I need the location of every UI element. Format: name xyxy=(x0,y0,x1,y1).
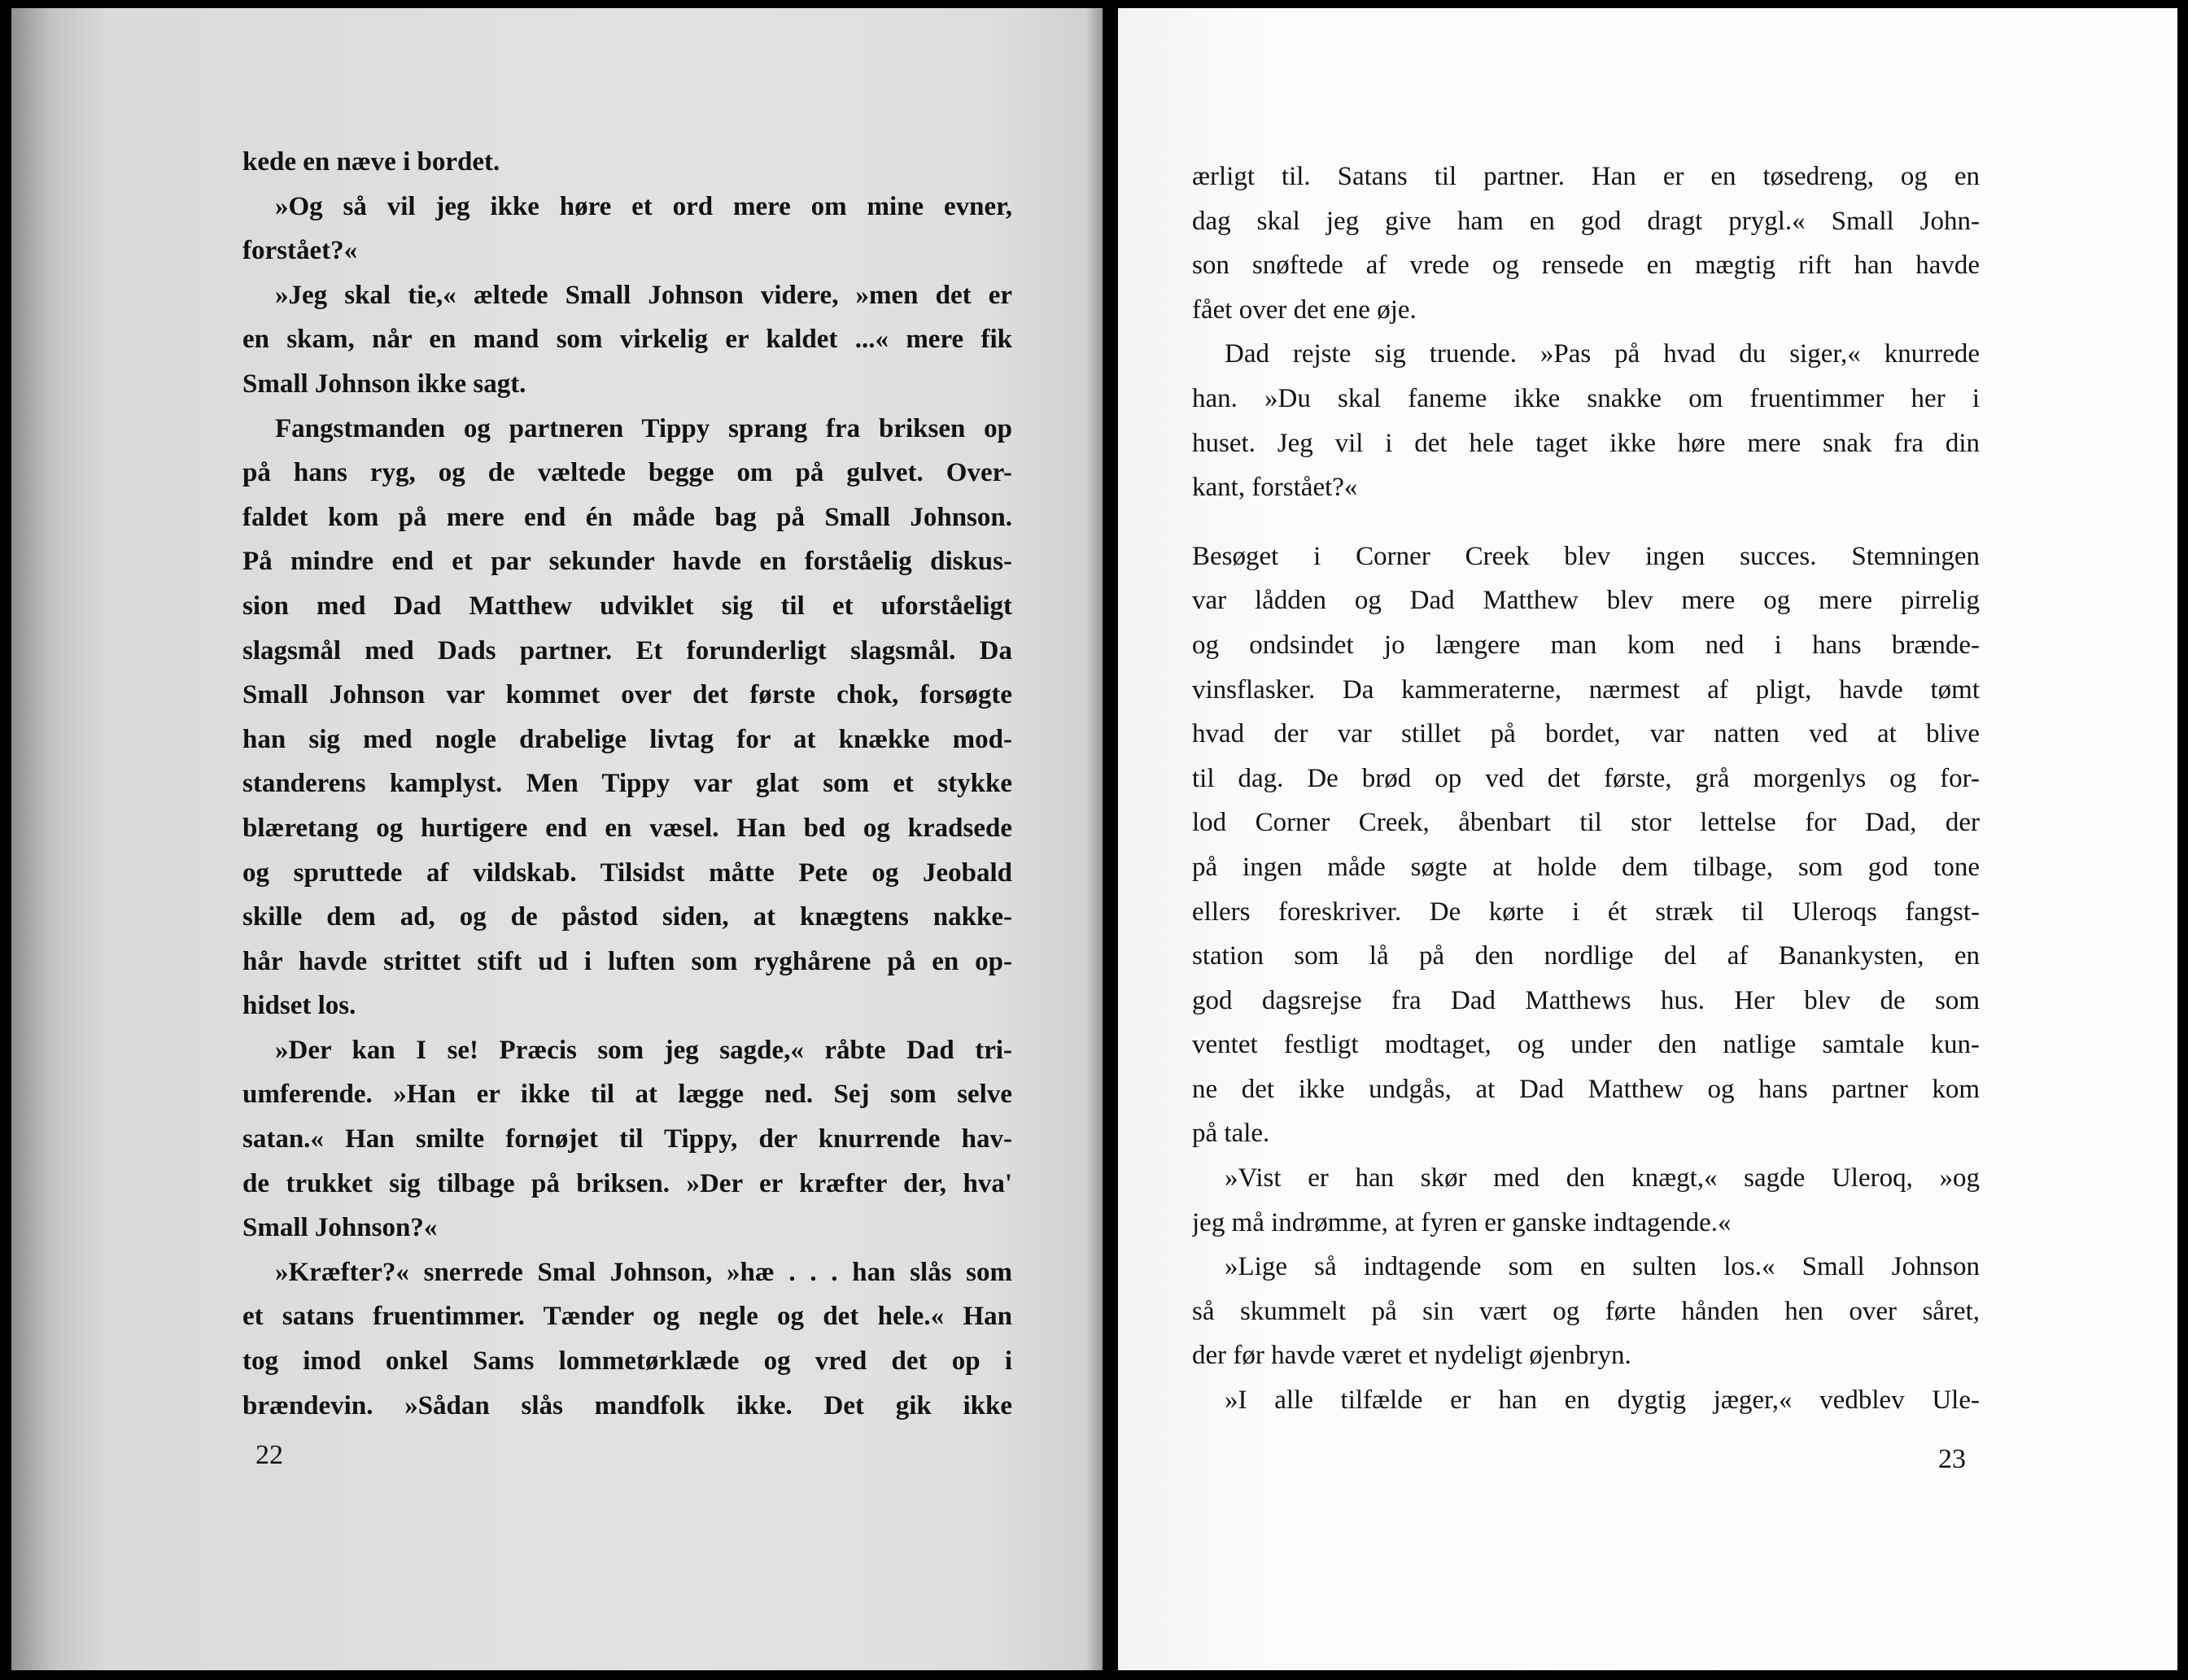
text-line: god dagsrejse fra Dad Matthews hus. Her blev de som xyxy=(1192,985,1980,1015)
text-line: ne det ikke undgås, at Dad Matthew og hans partner kom xyxy=(1192,1074,1980,1104)
text-line: og spruttede af vildskab. Tilsidst måtte Pete og Jeobald xyxy=(242,857,1012,888)
right-page-text xyxy=(1192,155,1980,1423)
text-line: til dag. De brød op ved det første, grå morgenlys og for- xyxy=(1192,763,1980,793)
text-line: lod Corner Creek, åbenbart til stor lettelse for Dad, der xyxy=(1192,808,1980,838)
text-line: kant, forstået?« xyxy=(1192,473,1358,503)
text-line: faldet kom på mere end én måde bag på Small Johnson. xyxy=(242,502,1012,532)
text-line: Besøget i Corner Creek blev ingen succes. Stemningen xyxy=(1192,541,1980,571)
text-line: »Og så vil jeg ikke høre et ord mere om mine evner, xyxy=(275,191,1012,221)
text-line: og ondsindet jo længere man kom ned i hans brænde- xyxy=(1192,630,1980,660)
text-line: huset. Jeg vil i det hele taget ikke høre mere snak fra din xyxy=(1192,428,1980,458)
text-line: på hans ryg, og de væltede begge om på gulvet. Over- xyxy=(242,458,1012,488)
text-line: der før havde været et nydeligt øjenbryn. xyxy=(1192,1341,1631,1371)
text-line: på tale. xyxy=(1192,1119,1270,1149)
right-page-number: 23 xyxy=(1938,1444,1966,1474)
left-page-number: 22 xyxy=(255,1440,283,1470)
text-line: sion med Dad Matthew udviklet sig til et uforståeligt xyxy=(242,591,1012,621)
text-line: blæretang og hurtigere end en væsel. Han bed og kradsede xyxy=(242,813,1012,843)
text-line: »Vist er han skør med den knægt,« sagde Uleroq, »og xyxy=(1225,1163,1980,1193)
text-line: hidset los. xyxy=(242,991,356,1021)
text-line: hår havde strittet stift ud i luften som ryghårene på en op- xyxy=(242,946,1012,976)
text-line: en skam, når en mand som virkelig er kaldet ...« mere fik xyxy=(242,325,1012,355)
text-line: fået over det ene øje. xyxy=(1192,295,1417,325)
text-line: så skummelt på sin vært og førte hånden hen over såret, xyxy=(1192,1296,1980,1326)
text-line: forstået?« xyxy=(242,236,358,266)
text-line: Small Johnson ikke sagt. xyxy=(242,369,526,399)
text-line: vinsflasker. Da kammeraterne, nærmest af pligt, havde tømt xyxy=(1192,674,1980,705)
text-line: »Lige så indtagende som en sulten los.« Small Johnson xyxy=(1225,1252,1980,1282)
text-line: »Kræfter?« snerrede Smal Johnson, »hæ . . . han slås som xyxy=(275,1257,1012,1287)
book-gutter xyxy=(1086,8,1103,1670)
text-line: Small Johnson?« xyxy=(242,1213,438,1243)
text-line: brændevin. »Sådan slås mandfolk ikke. Det gik ikke xyxy=(242,1390,1012,1420)
text-line: var lådden og Dad Matthew blev mere og mere pirrelig xyxy=(1192,586,1980,616)
text-line: et satans fruentimmer. Tænder og negle og det hele.« Han xyxy=(242,1302,1012,1332)
text-line: han sig med nogle drabelige livtag for at knække mod- xyxy=(242,724,1012,754)
text-line: dag skal jeg give ham en god dragt prygl.« Small John- xyxy=(1192,206,1980,236)
text-line: ærligt til. Satans til partner. Han er en tøsedreng, og en xyxy=(1192,162,1980,191)
text-line: son snøftede af vrede og rensede en mægtig rift han havde xyxy=(1192,251,1980,281)
text-line: »I alle tilfælde er han en dygtig jæger,« vedblev Ule- xyxy=(1225,1385,1980,1416)
text-line: umferende. »Han er ikke til at lægge ned. Sej som selve xyxy=(242,1080,1012,1110)
text-line: satan.« Han smilte fornøjet til Tippy, der knurrende hav- xyxy=(242,1124,1012,1154)
text-line: ventet festligt modtaget, og under den natlige samtale kun- xyxy=(1192,1030,1980,1060)
right-page xyxy=(1118,8,2177,1670)
text-line: »Der kan I se! Præcis som jeg sagde,« råbte Dad tri- xyxy=(275,1035,1012,1065)
text-line: skille dem ad, og de påstod siden, at knægtens nakke- xyxy=(242,902,1012,932)
left-page-text xyxy=(242,140,1012,1428)
text-line: jeg må indrømme, at fyren er ganske indtagende.« xyxy=(1192,1207,1732,1237)
text-line: Fangstmanden og partneren Tippy sprang fra briksen op xyxy=(275,413,1012,443)
text-line: På mindre end et par sekunder havde en forståelig diskus- xyxy=(242,547,1012,577)
left-page xyxy=(11,8,1098,1670)
text-line: »Jeg skal tie,« æltede Small Johnson videre, »men det er xyxy=(275,280,1012,310)
text-line: de trukket sig tilbage på briksen. »Der er kræfter der, hva' xyxy=(242,1168,1012,1198)
text-line: tog imod onkel Sams lommetørklæde og vred det op i xyxy=(242,1346,1012,1377)
text-line: på ingen måde søgte at holde dem tilbage, som god tone xyxy=(1192,852,1980,882)
text-line: ellers foreskriver. De kørte i ét stræk til Uleroqs fangst- xyxy=(1192,897,1980,927)
text-line: hvad der var stillet på bordet, var natten ved at blive xyxy=(1192,719,1980,749)
text-line: Dad rejste sig truende. »Pas på hvad du siger,« knurrede xyxy=(1225,339,1980,369)
text-line: kede en næve i bordet. xyxy=(242,147,500,177)
text-line: slagsmål med Dads partner. Et forunderligt slagsmål. Da xyxy=(242,635,1012,665)
text-line: standerens kamplyst. Men Tippy var glat som et stykke xyxy=(242,769,1012,799)
text-line: Small Johnson var kommet over det første chok, forsøgte xyxy=(242,680,1012,710)
text-line: han. »Du skal faneme ikke snakke om fruentimmer her i xyxy=(1192,383,1980,413)
text-line: station som lå på den nordlige del af Banankysten, en xyxy=(1192,941,1980,971)
